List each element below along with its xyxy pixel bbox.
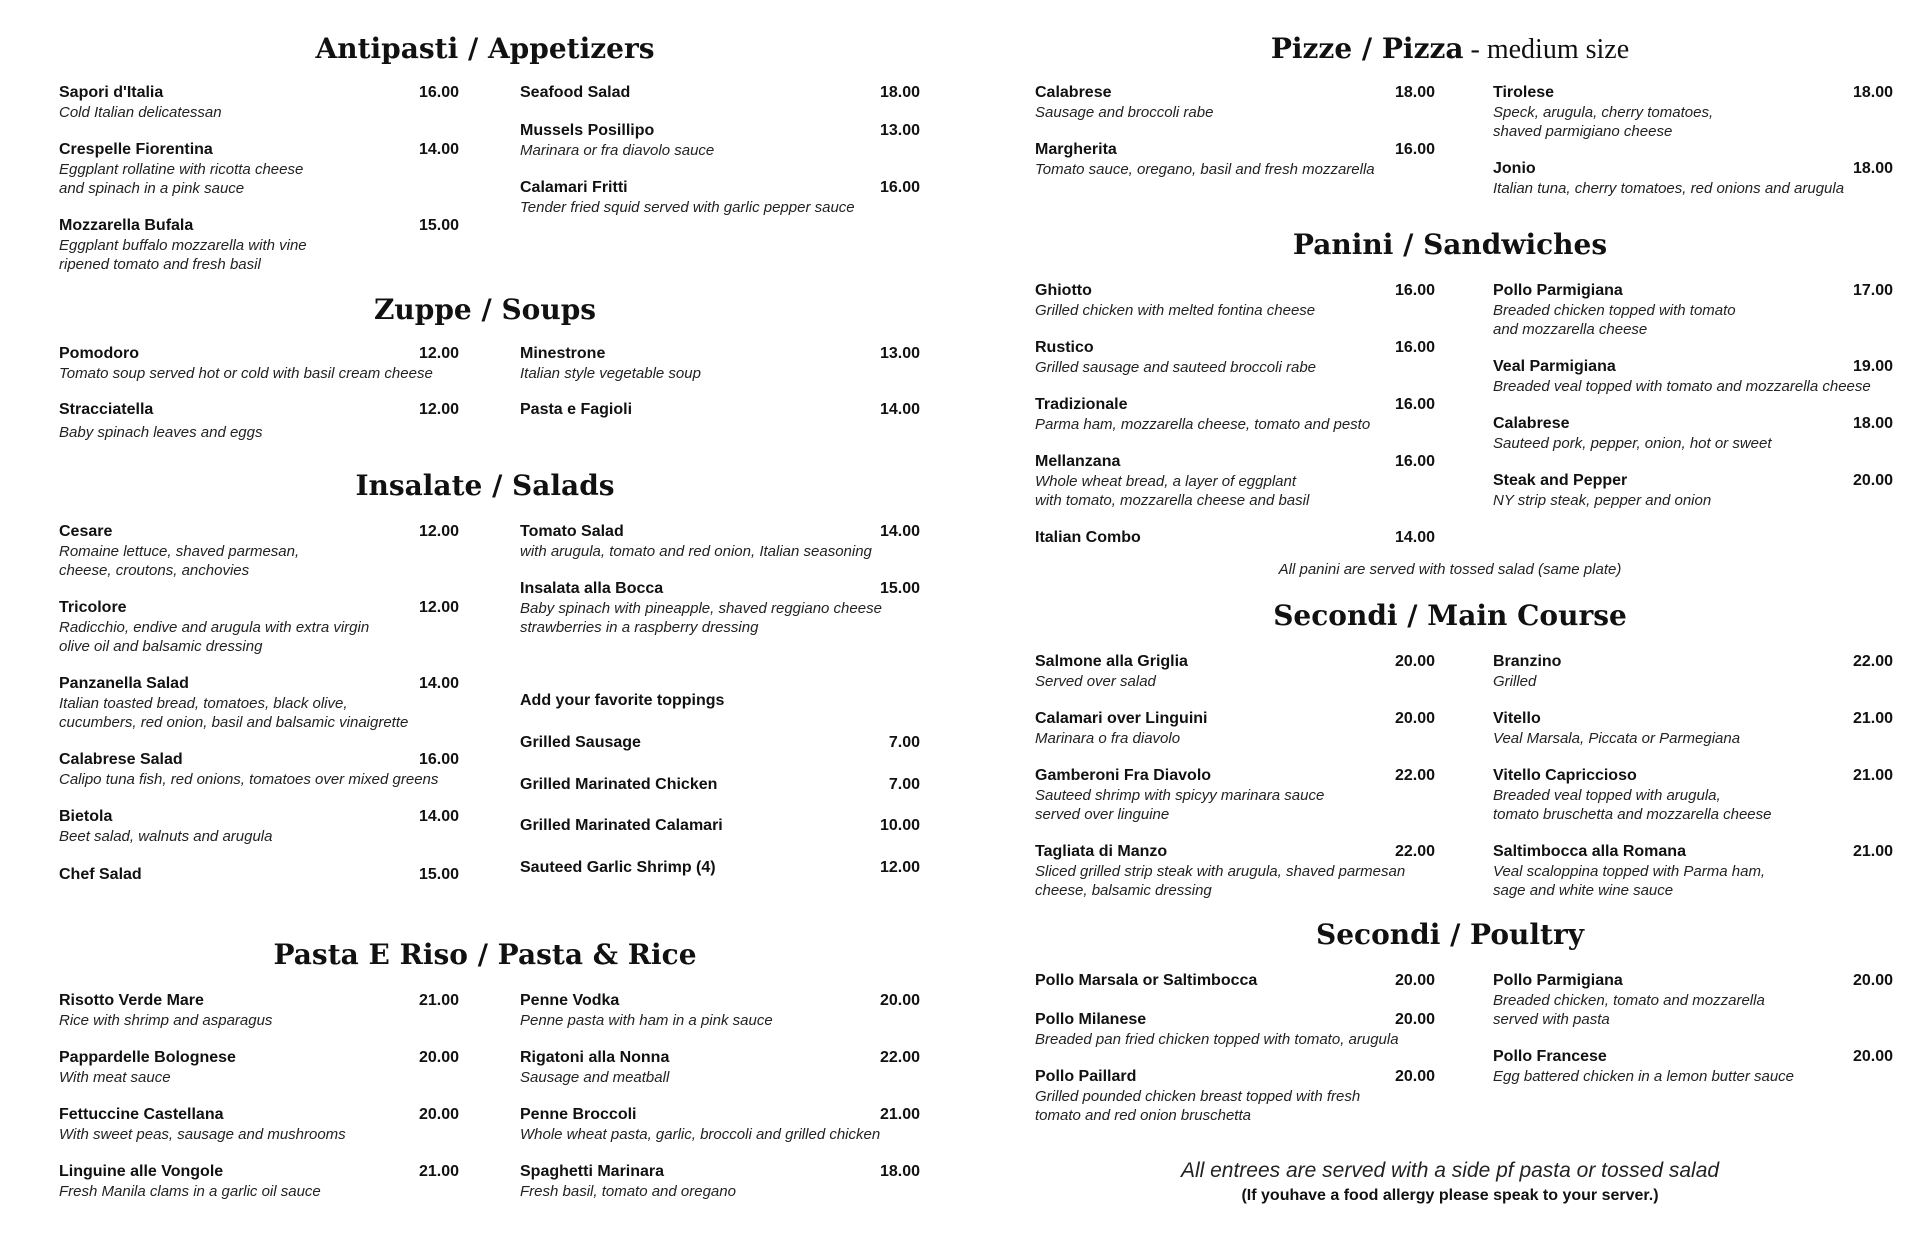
menu-item	[59, 344, 459, 383]
menu-item	[1035, 1067, 1435, 1125]
item-price: 12.00	[879, 859, 920, 876]
closing-note	[1015, 1157, 1885, 1207]
item-name: Grilled Sausage	[520, 734, 641, 751]
item-name: Mussels Posillipo	[520, 122, 655, 139]
item-name: Bietola	[59, 808, 113, 825]
section-title-panini: Panini / Sandwiches	[1292, 228, 1608, 261]
item-price: 20.00	[418, 1106, 459, 1123]
toppings-label: Add your favorite toppings	[520, 692, 725, 709]
item-description: Sausage and meatball	[520, 1069, 670, 1086]
item-name: Pollo Milanese	[1035, 1011, 1147, 1028]
item-name: Grilled Marinated Calamari	[520, 817, 723, 834]
item-description: Romaine lettuce, shaved parmesan, cheese, croutons, anchovies	[59, 543, 300, 579]
menu-item	[1493, 83, 1893, 141]
item-name: Risotto Verde Mare	[59, 992, 204, 1009]
menu-item	[59, 1048, 459, 1087]
item-price: 21.00	[1852, 843, 1893, 860]
item-price: 16.00	[1394, 282, 1435, 299]
item-name: Linguine alle Vongole	[59, 1163, 224, 1180]
item-description: Grilled chicken with melted fontina cheese	[1035, 302, 1316, 319]
item-price: 16.00	[1394, 396, 1435, 413]
menu-item	[1493, 159, 1893, 198]
item-name: Chef Salad	[59, 866, 142, 883]
item-name: Stracciatella	[59, 401, 154, 418]
item-description: Calipo tuna fish, red onions, tomatoes over mixed greens	[59, 771, 439, 788]
item-description: Radicchio, endive and arugula with extra virgin olive oil and balsamic dressing	[59, 619, 370, 655]
item-name: Pasta e Fagioli	[520, 401, 633, 418]
menu-item	[520, 522, 920, 561]
item-description: Sauteed shrimp with spicyy marinara sauce served over linguine	[1035, 787, 1325, 823]
menu-item	[1035, 83, 1435, 122]
item-name: Tirolese	[1493, 84, 1555, 101]
menu-item	[59, 216, 459, 274]
item-price: 22.00	[1852, 653, 1893, 670]
item-name: Calabrese	[1035, 84, 1112, 101]
item-price: 12.00	[418, 599, 459, 616]
topping-item	[520, 775, 920, 795]
menu-item	[1493, 971, 1893, 1029]
item-price: 16.00	[879, 179, 920, 196]
item-description: Veal Marsala, Piccata or Parmegiana	[1493, 730, 1741, 747]
item-description: Fresh Manila clams in a garlic oil sauce	[59, 1183, 321, 1200]
item-name: Pollo Francese	[1493, 1048, 1607, 1065]
menu-item	[59, 598, 459, 656]
item-description: Veal scaloppina topped with Parma ham, sage and white wine sauce	[1493, 863, 1766, 899]
item-name: Penne Vodka	[520, 992, 620, 1009]
item-name: Mozzarella Bufala	[59, 217, 194, 234]
menu-item	[520, 991, 920, 1030]
menu-item	[1035, 395, 1435, 434]
item-price: 10.00	[879, 817, 920, 834]
item-price: 22.00	[1394, 767, 1435, 784]
item-description: Cold Italian delicatessan	[59, 104, 222, 121]
item-price: 15.00	[879, 580, 920, 597]
item-description: Eggplant buffalo mozzarella with vine ripened tomato and fresh basil	[59, 237, 307, 273]
item-price: 20.00	[1394, 1011, 1435, 1028]
item-price: 14.00	[879, 523, 920, 540]
item-name: Insalata alla Bocca	[520, 580, 664, 597]
menu-item	[1493, 357, 1893, 396]
menu-item	[520, 400, 920, 420]
item-price: 20.00	[1394, 972, 1435, 989]
item-description: Baby spinach leaves and eggs	[59, 424, 263, 441]
item-price: 19.00	[1852, 358, 1893, 375]
item-description: Breaded pan fried chicken topped with tomato, arugula	[1035, 1031, 1399, 1048]
item-price: 14.00	[418, 808, 459, 825]
menu-item	[59, 865, 459, 885]
panini-note: All panini are served with tossed salad (same plate)	[1278, 561, 1622, 578]
item-name: Minestrone	[520, 345, 606, 362]
item-price: 20.00	[418, 1049, 459, 1066]
menu-item	[520, 121, 920, 160]
item-name: Vitello Capriccioso	[1493, 767, 1637, 784]
item-name: Branzino	[1493, 653, 1562, 670]
topping-item	[520, 858, 920, 878]
item-description: with arugula, tomato and red onion, Italian seasoning	[520, 543, 872, 560]
item-price: 20.00	[1394, 710, 1435, 727]
menu-item	[59, 1105, 459, 1144]
menu-item	[1493, 281, 1893, 339]
item-price: 21.00	[1852, 710, 1893, 727]
item-price: 20.00	[1394, 1068, 1435, 1085]
menu-item	[520, 344, 920, 383]
item-description: Tender fried squid served with garlic pepper sauce	[520, 199, 855, 216]
menu-item	[59, 140, 459, 198]
item-price: 12.00	[418, 401, 459, 418]
menu-item	[59, 400, 459, 442]
item-price: 21.00	[879, 1106, 920, 1123]
menu-item	[1493, 766, 1893, 824]
menu-item	[1035, 971, 1435, 991]
item-price: 14.00	[1394, 529, 1435, 546]
item-name: Pomodoro	[59, 345, 139, 362]
item-description: Italian toasted bread, tomatoes, black olive, cucumbers, red onion, basil and balsamic vinaigrette	[59, 695, 409, 731]
item-description: Italian tuna, cherry tomatoes, red onions and arugula	[1493, 180, 1845, 197]
item-price: 22.00	[1394, 843, 1435, 860]
section-title-pizza	[1015, 32, 1885, 66]
item-name: Veal Parmigiana	[1493, 358, 1616, 375]
item-price: 18.00	[1394, 84, 1435, 101]
item-description: Grilled sausage and sauteed broccoli rabe	[1035, 359, 1317, 376]
item-name: Gamberoni Fra Diavolo	[1035, 767, 1212, 784]
item-price: 21.00	[418, 1163, 459, 1180]
item-description: Breaded chicken, tomato and mozzarella served with pasta	[1493, 992, 1765, 1028]
item-name: Pollo Parmigiana	[1493, 972, 1623, 989]
item-name: Tagliata di Manzo	[1035, 843, 1168, 860]
section-title-secondi: Secondi / Main Course	[1273, 599, 1627, 632]
item-description: With meat sauce	[59, 1069, 171, 1086]
item-name: Fettuccine Castellana	[59, 1106, 224, 1123]
item-description: Sausage and broccoli rabe	[1035, 104, 1214, 121]
section-title-insalate: Insalate / Salads	[355, 469, 615, 502]
item-name: Sapori d'Italia	[59, 84, 164, 101]
item-price: 16.00	[418, 751, 459, 768]
item-description: Beet salad, walnuts and arugula	[59, 828, 273, 845]
item-name: Seafood Salad	[520, 84, 631, 101]
item-price: 20.00	[879, 992, 920, 1009]
item-name: Penne Broccoli	[520, 1106, 637, 1123]
item-name: Salmone alla Griglia	[1035, 653, 1188, 670]
item-name: Jonio	[1493, 160, 1536, 177]
item-price: 16.00	[1394, 141, 1435, 158]
item-price: 18.00	[879, 84, 920, 101]
menu-item	[1493, 652, 1893, 691]
item-name: Mellanzana	[1035, 453, 1121, 470]
menu-item	[59, 750, 459, 789]
item-price: 18.00	[879, 1163, 920, 1180]
item-price: 22.00	[879, 1049, 920, 1066]
menu-item	[1035, 766, 1435, 824]
item-description: Sliced grilled strip steak with arugula, shaved parmesan cheese, balsamic dressing	[1035, 863, 1406, 899]
section-title-zuppe: Zuppe / Soups	[373, 293, 597, 326]
menu-item	[59, 807, 459, 846]
item-name: Calabrese	[1493, 415, 1570, 432]
item-price: 14.00	[418, 675, 459, 692]
item-description: Penne pasta with ham in a pink sauce	[520, 1012, 773, 1029]
item-name: Pollo Marsala or Saltimbocca	[1035, 972, 1258, 989]
item-description: With sweet peas, sausage and mushrooms	[59, 1126, 346, 1143]
item-name: Italian Combo	[1035, 529, 1141, 546]
menu-item	[59, 674, 459, 732]
item-description: Fresh basil, tomato and oregano	[520, 1183, 736, 1200]
topping-item	[520, 733, 920, 753]
section-title-poultry: Secondi / Poultry	[1316, 918, 1584, 951]
item-price: 17.00	[1852, 282, 1893, 299]
menu-item	[520, 178, 920, 217]
menu-item	[1035, 452, 1435, 510]
item-description: Rice with shrimp and asparagus	[59, 1012, 273, 1029]
item-name: Rustico	[1035, 339, 1094, 356]
item-price: 12.00	[418, 523, 459, 540]
menu-item	[1035, 338, 1435, 377]
pizza-title-suffix: - medium size	[1463, 34, 1630, 65]
item-price: 20.00	[1852, 472, 1893, 489]
item-name: Margherita	[1035, 141, 1117, 158]
menu-item	[1493, 414, 1893, 453]
menu-item	[520, 579, 920, 637]
item-price: 14.00	[879, 401, 920, 418]
item-price: 12.00	[418, 345, 459, 362]
item-name: Calamari Fritti	[520, 179, 628, 196]
item-price: 16.00	[1394, 453, 1435, 470]
menu-item	[520, 1048, 920, 1087]
menu-item	[1035, 1010, 1435, 1049]
item-name: Calamari over Linguini	[1035, 710, 1208, 727]
item-price: 21.00	[1852, 767, 1893, 784]
menu-item	[1035, 140, 1435, 179]
menu-item	[1035, 528, 1435, 548]
menu-item	[520, 83, 920, 103]
item-price: 18.00	[1852, 84, 1893, 101]
menu-item	[59, 991, 459, 1030]
item-description: NY strip steak, pepper and onion	[1493, 492, 1712, 509]
item-price: 18.00	[1852, 415, 1893, 432]
item-price: 15.00	[418, 217, 459, 234]
item-name: Tricolore	[59, 599, 127, 616]
item-name: Tradizionale	[1035, 396, 1128, 413]
item-description: Speck, arugula, cherry tomatoes, shaved parmigiano cheese	[1493, 104, 1714, 140]
topping-item	[520, 816, 920, 836]
item-price: 20.00	[1394, 653, 1435, 670]
item-description: Grilled pounded chicken breast topped with fresh tomato and red onion bruschetta	[1035, 1088, 1361, 1124]
item-name: Pappardelle Bolognese	[59, 1049, 236, 1066]
item-price: 16.00	[1394, 339, 1435, 356]
item-description: Italian style vegetable soup	[520, 365, 701, 382]
item-price: 18.00	[1852, 160, 1893, 177]
item-description: Marinara o fra diavolo	[1035, 730, 1181, 747]
menu-item	[59, 83, 459, 122]
entrees-note: All entrees are served with a side pf pasta or tossed salad	[1180, 1159, 1720, 1182]
allergy-note: (If youhave a food allergy please speak to your server.)	[1241, 1187, 1659, 1204]
item-description: Egg battered chicken in a lemon butter sauce	[1493, 1068, 1795, 1085]
section-title-antipasti: Antipasti / Appetizers	[315, 32, 655, 65]
item-name: Ghiotto	[1035, 282, 1092, 299]
item-name: Rigatoni alla Nonna	[520, 1049, 670, 1066]
item-name: Steak and Pepper	[1493, 472, 1628, 489]
item-description: Grilled	[1493, 673, 1537, 690]
item-price: 7.00	[888, 734, 920, 751]
section-title-pasta: Pasta E Riso / Pasta & Rice	[273, 938, 697, 971]
item-description: Eggplant rollatine with ricotta cheese and spinach in a pink sauce	[59, 161, 304, 197]
menu-item	[1493, 842, 1893, 900]
menu-item	[59, 522, 459, 580]
item-description: Whole wheat bread, a layer of eggplant with tomato, mozzarella cheese and basil	[1035, 473, 1310, 509]
item-price: 13.00	[879, 122, 920, 139]
item-description: Parma ham, mozzarella cheese, tomato and pesto	[1035, 416, 1371, 433]
menu-item	[1035, 652, 1435, 691]
item-price: 15.00	[418, 866, 459, 883]
item-description: Tomato sauce, oregano, basil and fresh mozzarella	[1035, 161, 1375, 178]
item-price: 14.00	[418, 141, 459, 158]
item-price: 21.00	[418, 992, 459, 1009]
item-price: 20.00	[1852, 972, 1893, 989]
item-name: Sauteed Garlic Shrimp (4)	[520, 859, 716, 876]
menu-item	[1493, 471, 1893, 510]
menu-item	[520, 1162, 920, 1201]
item-name: Pollo Parmigiana	[1493, 282, 1623, 299]
item-name: Saltimbocca alla Romana	[1493, 843, 1686, 860]
item-description: Tomato soup served hot or cold with basil cream cheese	[59, 365, 433, 382]
item-description: Sauteed pork, pepper, onion, hot or sweet	[1493, 435, 1772, 452]
item-name: Crespelle Fiorentina	[59, 141, 213, 158]
item-name: Grilled Marinated Chicken	[520, 776, 718, 793]
menu-item	[1035, 709, 1435, 748]
menu-item	[59, 1162, 459, 1201]
item-description: Breaded chicken topped with tomato and mozzarella cheese	[1493, 302, 1736, 338]
item-name: Panzanella Salad	[59, 675, 189, 692]
item-name: Calabrese Salad	[59, 751, 183, 768]
menu-item	[1493, 1047, 1893, 1086]
item-name: Tomato Salad	[520, 523, 624, 540]
item-price: 20.00	[1852, 1048, 1893, 1065]
menu-item	[520, 1105, 920, 1144]
item-price: 13.00	[879, 345, 920, 362]
item-price: 16.00	[418, 84, 459, 101]
menu-item	[1035, 842, 1435, 900]
item-description: Breaded veal topped with tomato and mozzarella cheese	[1493, 378, 1871, 395]
item-description: Marinara or fra diavolo sauce	[520, 142, 715, 159]
item-name: Spaghetti Marinara	[520, 1163, 665, 1180]
menu-item	[1035, 281, 1435, 320]
menu-item	[1493, 709, 1893, 748]
item-description: Breaded veal topped with arugula, tomato bruschetta and mozzarella cheese	[1493, 787, 1772, 823]
item-description: Baby spinach with pineapple, shaved reggiano cheese strawberries in a raspberry dressing	[520, 600, 882, 636]
pizza-title: Pizze / Pizza	[1270, 32, 1464, 65]
item-description: Whole wheat pasta, garlic, broccoli and grilled chicken	[520, 1126, 881, 1143]
item-name: Vitello	[1493, 710, 1541, 727]
item-name: Pollo Paillard	[1035, 1068, 1137, 1085]
item-description: Served over salad	[1035, 673, 1156, 690]
item-price: 7.00	[888, 776, 920, 793]
item-name: Cesare	[59, 523, 113, 540]
